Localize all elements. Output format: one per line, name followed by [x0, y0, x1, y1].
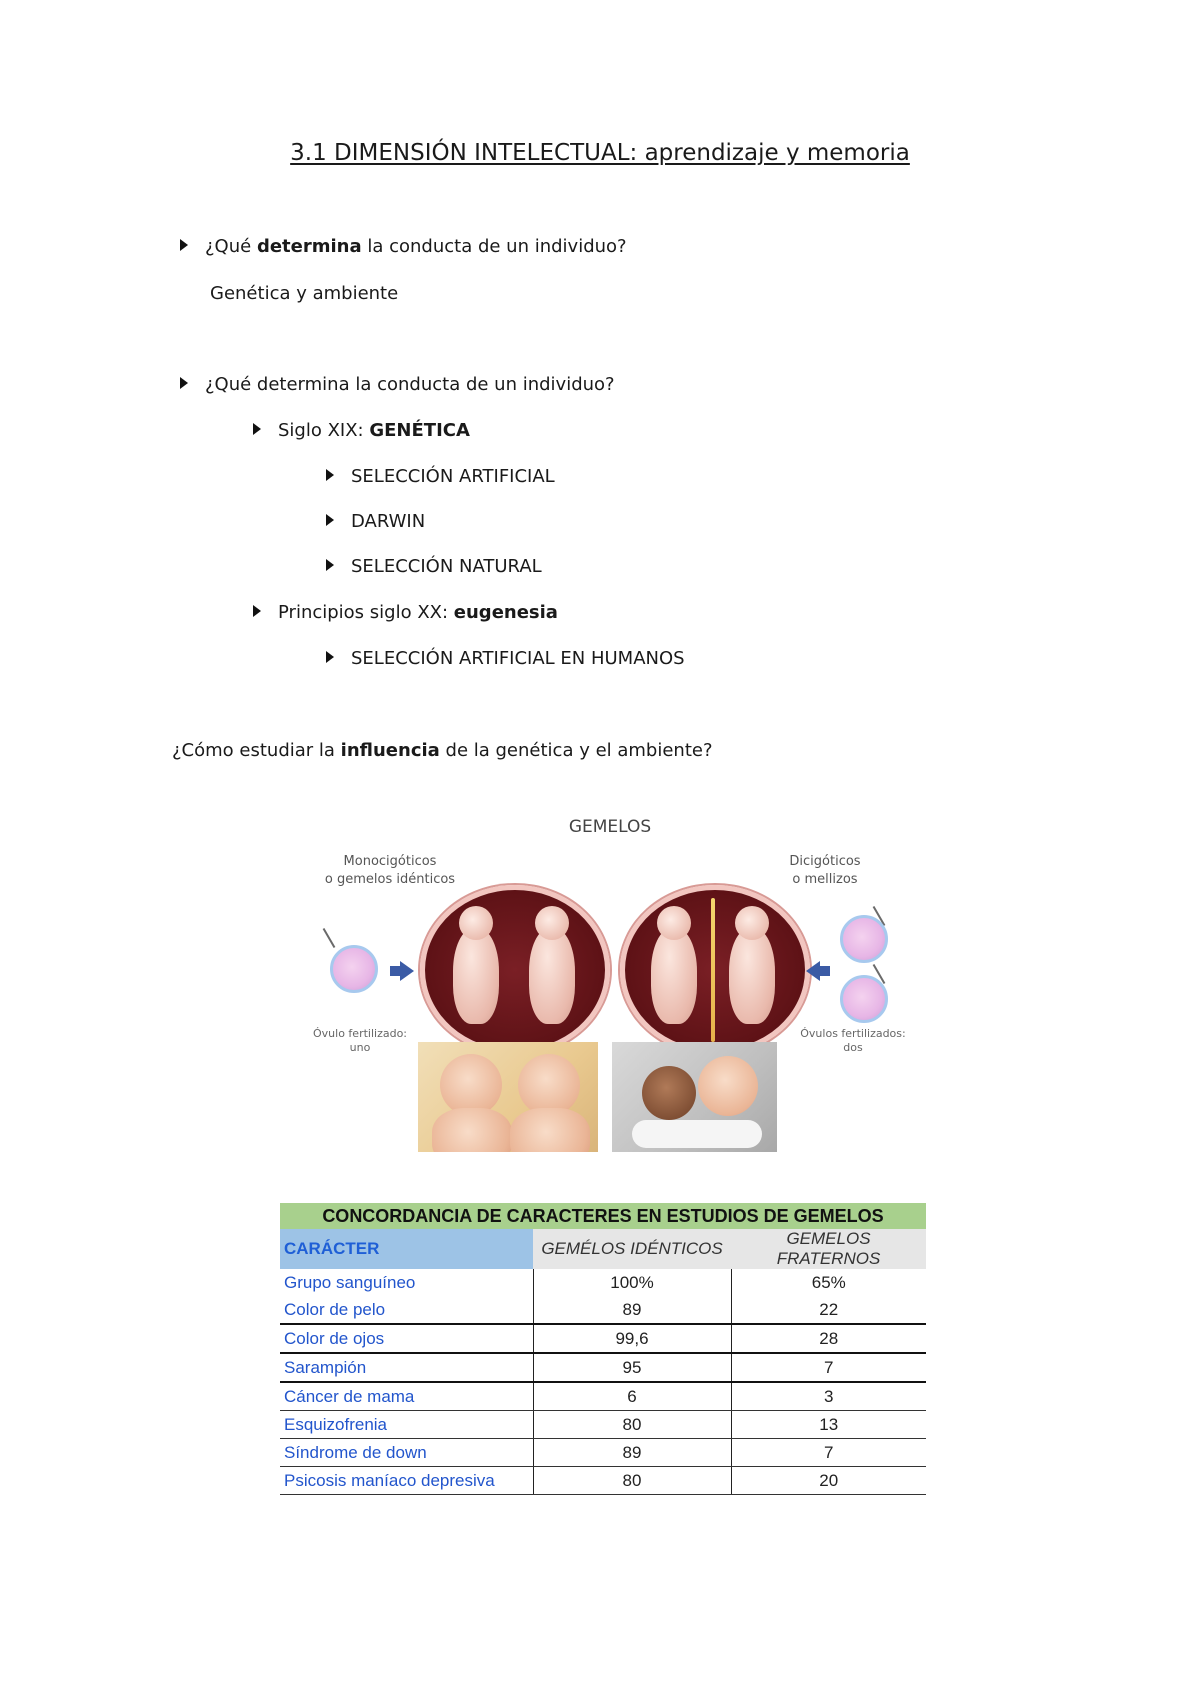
cell-identicos: 95	[533, 1353, 731, 1382]
egg-one-label	[310, 1027, 410, 1055]
cell-fraternos: 3	[731, 1382, 926, 1411]
table-row	[280, 1467, 926, 1495]
cell-caracter: Psicosis maníaco depresiva	[280, 1467, 533, 1495]
list-item-text: DARWIN	[351, 511, 426, 532]
list-item-text: SELECCIÓN NATURAL	[351, 556, 542, 577]
fetus-icon	[453, 928, 499, 1024]
egg-two-label-1: Óvulos fertilizados:	[800, 1027, 906, 1040]
di-label-1: Dicigóticos	[789, 854, 861, 869]
bullet-arrow-icon	[180, 377, 188, 389]
cell-fraternos: 65%	[811, 1272, 846, 1292]
cell-caracter: Esquizofrenia	[280, 1411, 533, 1439]
sub1-pre: Siglo XIX:	[278, 420, 370, 441]
egg-one-label-1: Óvulo fertilizado:	[313, 1027, 407, 1040]
table-header-row	[280, 1229, 926, 1269]
cell-fraternos: 20	[731, 1467, 926, 1495]
fetus-icon	[529, 928, 575, 1024]
womb-identical-icon	[420, 885, 610, 1055]
question-1-pre: ¿Qué	[205, 236, 257, 257]
cell-caracter: Sarampión	[280, 1353, 533, 1382]
table-row	[280, 1296, 926, 1324]
baby-body-icon	[510, 1108, 590, 1152]
concordance-table	[280, 1203, 926, 1495]
sub-bullet-siglo-xix	[253, 420, 470, 441]
baby-face-icon	[698, 1056, 758, 1116]
photo-identical-twins	[418, 1042, 598, 1152]
fetus-icon	[729, 928, 775, 1024]
fetus-icon	[651, 928, 697, 1024]
cell-identicos: 80	[533, 1411, 731, 1439]
mono-label-1: Monocigóticos	[343, 854, 437, 869]
cell-caracter: Cáncer de mama	[280, 1382, 533, 1411]
arrow-stem	[390, 966, 400, 976]
mono-label	[310, 853, 470, 889]
fertilized-egg-icon	[840, 915, 888, 963]
table-row	[280, 1439, 926, 1467]
cell-caracter: Grupo sanguíneo	[280, 1269, 533, 1296]
di-label	[760, 853, 890, 889]
sub1-bold: GENÉTICA	[369, 420, 470, 441]
sub-bullet-siglo-xx	[253, 602, 558, 623]
blanket	[632, 1120, 762, 1148]
cell-identicos: 89	[533, 1439, 731, 1467]
cell-fraternos: 7	[731, 1439, 926, 1467]
cell-identicos: 6	[533, 1382, 731, 1411]
cell-identicos: 89	[533, 1296, 731, 1324]
question-2-text: ¿Qué determina la conducta de un individuo?	[205, 374, 615, 395]
cell-caracter: Síndrome de down	[280, 1439, 533, 1467]
question-1-post: la conducta de un individuo?	[361, 236, 627, 257]
table-row	[280, 1353, 926, 1382]
study-question-post: de la genética y el ambiente?	[439, 740, 713, 761]
header-identicos: GEMÉLOS IDÉNTICOS	[533, 1229, 731, 1269]
list-item-text: SELECCIÓN ARTIFICIAL	[351, 466, 555, 487]
question-2	[180, 374, 615, 395]
sub2-pre: Principios siglo XX:	[278, 602, 454, 623]
cell-caracter: Color de ojos	[280, 1324, 533, 1353]
table-row	[280, 1324, 926, 1353]
cell-identicos: 80	[533, 1467, 731, 1495]
list-item	[326, 556, 542, 577]
bullet-arrow-icon	[326, 651, 334, 663]
cell-identicos: 99,6	[533, 1324, 731, 1353]
data-table	[280, 1203, 926, 1495]
list-item-text: SELECCIÓN ARTIFICIAL EN HUMANOS	[351, 648, 685, 669]
table-row	[280, 1411, 926, 1439]
photo-fraternal-twins	[612, 1042, 777, 1152]
cell-identicos: 100%	[533, 1269, 731, 1296]
arrow-right-icon	[400, 961, 414, 981]
bullet-arrow-icon	[326, 514, 334, 526]
bullet-arrow-icon	[326, 559, 334, 571]
question-1	[180, 236, 627, 257]
cell-caracter: Color de pelo	[280, 1296, 533, 1324]
header-caracter: CARÁCTER	[280, 1229, 533, 1269]
di-label-2: o mellizos	[792, 872, 858, 887]
mono-label-2: o gemelos idénticos	[324, 872, 456, 887]
arrow-left-icon	[806, 961, 820, 981]
fertilized-egg-icon	[840, 975, 888, 1023]
egg-one-label-2: uno	[349, 1041, 371, 1054]
sub2-bold: eugenesia	[453, 602, 558, 623]
study-question-pre: ¿Cómo estudiar la	[172, 740, 341, 761]
question-1-bold: determina	[256, 236, 362, 257]
cell-fraternos: 13	[731, 1411, 926, 1439]
baby-face-icon	[642, 1066, 696, 1120]
list-item	[326, 466, 555, 487]
arrow-stem	[820, 966, 830, 976]
study-question	[172, 740, 713, 761]
table-caption: CONCORDANCIA DE CARACTERES EN ESTUDIOS DE GEMELOS	[280, 1203, 926, 1229]
header-fraternos: GEMELOS FRATERNOS	[731, 1229, 926, 1269]
sperm-tail-icon	[323, 928, 336, 948]
table-row	[280, 1382, 926, 1411]
list-item	[326, 511, 425, 532]
cell-fraternos: 22	[731, 1296, 926, 1324]
baby-face-icon	[518, 1054, 580, 1116]
twins-figure	[310, 805, 910, 1175]
egg-two-label	[796, 1027, 910, 1055]
bullet-arrow-icon	[326, 469, 334, 481]
cell-fraternos: 28	[731, 1324, 926, 1353]
placenta-divider	[711, 898, 715, 1042]
answer-1: Genética y ambiente	[210, 283, 399, 304]
fertilized-egg-icon	[330, 945, 378, 993]
bullet-arrow-icon	[180, 239, 188, 251]
bullet-arrow-icon	[253, 423, 261, 435]
study-question-bold: influencia	[340, 740, 440, 761]
figure-title: GEMELOS	[568, 817, 652, 837]
table-caption-row	[280, 1203, 926, 1229]
cell-fraternos: 7	[731, 1353, 926, 1382]
egg-two-label-2: dos	[843, 1041, 863, 1054]
table-row	[280, 1269, 926, 1296]
womb-fraternal-icon	[620, 885, 810, 1055]
list-item	[326, 648, 685, 669]
baby-face-icon	[440, 1054, 502, 1116]
baby-body-icon	[432, 1108, 512, 1152]
bullet-arrow-icon	[253, 605, 261, 617]
page-title: 3.1 DIMENSIÓN INTELECTUAL: aprendizaje y memoria	[290, 140, 910, 166]
